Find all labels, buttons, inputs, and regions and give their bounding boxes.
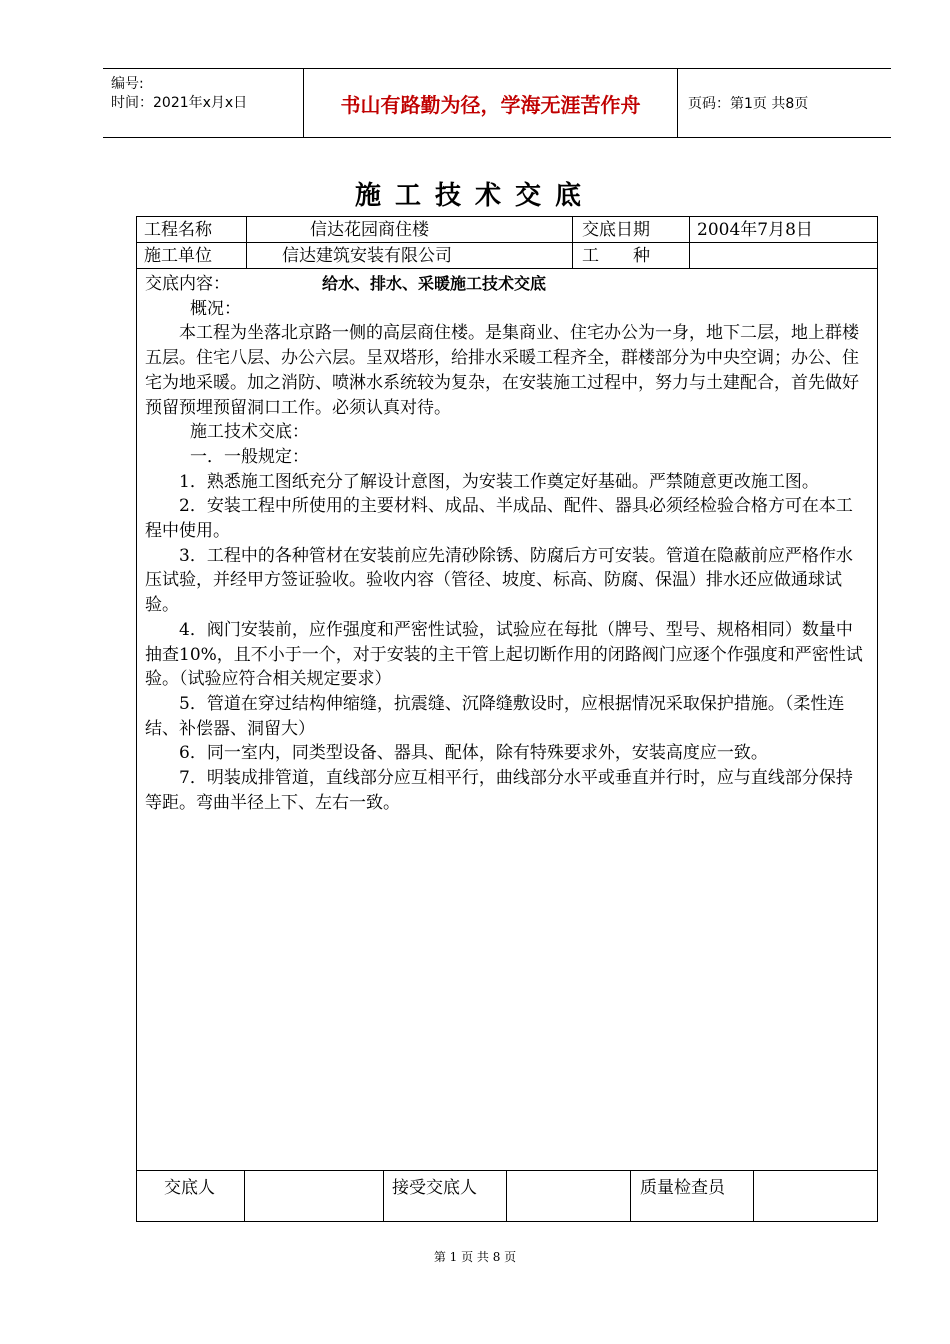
list-item: 3．工程中的各种管材在安装前应先清砂除锈、防腐后方可安装。管道在隐蔽前应严格作水压试验，并经甲方签证验收。验收内容（管径、坡度、标高、防腐、保温）排水还应做通球试验。	[145, 545, 853, 616]
header-motto: 书山有路勤为径，学海无涯苦作舟	[304, 69, 678, 137]
unit-value: 信达建筑安装有限公司	[282, 246, 452, 266]
col-divider	[572, 216, 573, 268]
list-item: 1．熟悉施工图纸充分了解设计意图，为安装工作奠定好基础。严禁随意更改施工图。	[179, 471, 819, 492]
overview-paragraph: 本工程为坐落北京路一侧的高层商住楼。是集商业、住宅办公为一身，地下二层，地上群楼五层。住宅八层、办公六层。呈双塔形，给排水采暖工程齐全，群楼部分为中央空调；办公、住宅为地采暖。加之消防、喷淋水系统较为复杂，在安装施工过程中，努力与土建配合，首先做好预留预埋预留洞口工作。必须认真对待。	[145, 323, 859, 418]
date-value: 2004年7月8日	[697, 220, 813, 240]
header-page-info: 页码：第1页 共8页	[688, 96, 809, 112]
content-subject: 给水、排水、采暖施工技术交底	[322, 274, 547, 293]
page-footer: 第 1 页 共 8 页	[433, 1250, 517, 1264]
unit-label: 施工单位	[144, 246, 212, 266]
list-item: 5．管道在穿过结构伸缩缝，抗震缝、沉降缝敷设时，应根据情况采取保护措施。（柔性连结、补偿器、洞留大）	[145, 693, 845, 739]
document-header	[103, 68, 891, 138]
section-heading: 一．一般规定：	[190, 446, 309, 467]
tech-heading: 施工技术交底：	[190, 422, 309, 443]
col-divider	[689, 216, 690, 268]
list-item: 2．安装工程中所使用的主要材料、成品、半成品、配件、器具必须经检验合格方可在本工程中使用。	[145, 496, 853, 542]
list-item: 6．同一室内，同类型设备、器具、配体，除有特殊要求外，安装高度应一致。	[179, 743, 768, 764]
time-label: 时间：2021年x月x日	[111, 95, 248, 111]
inspector-label: 质量检查员	[640, 1178, 725, 1198]
date-label: 交底日期	[582, 220, 650, 240]
col-divider	[383, 1170, 384, 1221]
content-label: 交底内容：	[145, 274, 230, 294]
list-item: 4．阀门安装前，应作强度和严密性试验，试验应在每批（牌号、型号、规格相同）数量中抽查10%，且不小于一个，对于安装的主干管上起切断作用的闭路阀门应逐个作强度和严密性试验。（试验应符合相关规定要求）	[145, 619, 863, 690]
number-label: 编号:	[111, 76, 144, 92]
col-divider	[506, 1170, 507, 1221]
project-name-value: 信达花园商住楼	[310, 220, 429, 240]
col-divider	[246, 216, 247, 268]
project-name-label: 工程名称	[144, 220, 212, 240]
page-title: 施工技术交底	[354, 181, 595, 211]
content-area	[145, 272, 865, 815]
receiver-label: 接受交底人	[392, 1178, 477, 1198]
overview-heading: 概况：	[190, 298, 241, 319]
col-divider	[753, 1170, 754, 1221]
list-item: 7．明装成排管道，直线部分应互相平行，曲线部分水平或垂直并行时，应与直线部分保持等距。弯曲半径上下、左右一致。	[145, 768, 853, 813]
trade-label: 工 种	[582, 246, 650, 266]
col-divider	[630, 1170, 631, 1221]
discloser-label: 交底人	[164, 1178, 215, 1198]
row-divider	[136, 242, 877, 243]
row-divider	[136, 268, 877, 269]
header-meta-cell	[103, 69, 304, 137]
col-divider	[244, 1170, 245, 1221]
